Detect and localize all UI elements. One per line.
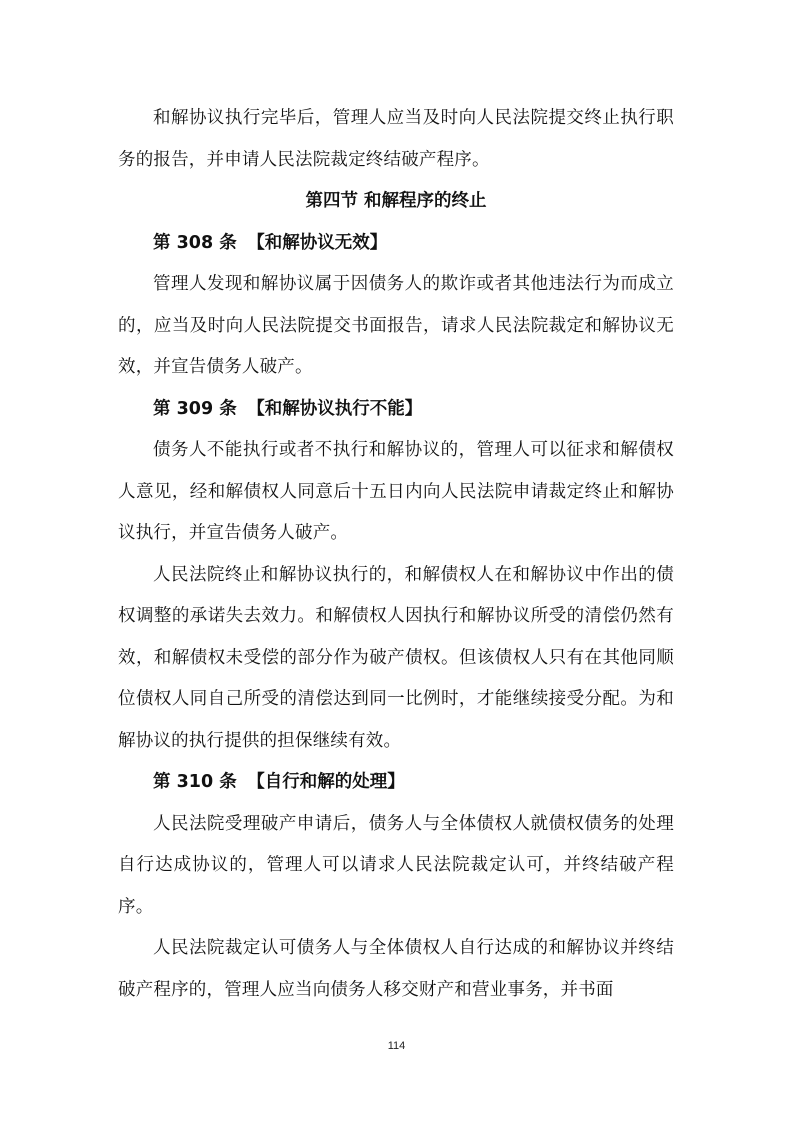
article-308	[118, 223, 674, 389]
paragraph: 和解协议执行完毕后，管理人应当及时向人民法院提交终止执行职务的报告，并申请人民法院裁定终结破产程序。	[118, 108, 674, 170]
paragraph: 债务人不能执行或者不执行和解协议的，管理人可以征求和解债权人意见，经和解债权人同意后十五日内向人民法院申请裁定终止和解协议执行，并宣告债务人破产。	[118, 440, 674, 543]
article-309	[118, 389, 674, 763]
paragraph: 人民法院裁定认可债务人与全体债权人自行达成的和解协议并终结破产程序的，管理人应当向债务人移交财产和营业事务，并书面	[118, 938, 674, 1000]
page-number: 114	[387, 1040, 406, 1052]
article-title: 【自行和解的处理】	[247, 772, 405, 792]
article-heading	[118, 389, 674, 431]
page-body	[118, 98, 674, 1011]
article-number: 第 309 条	[153, 398, 237, 419]
paragraph: 人民法院终止和解协议执行的，和解债权人在和解协议中作出的债权调整的承诺失去效力。和解债权人因执行和解协议所受的清偿仍然有效，和解债权未受偿的部分作为破产债权。但该债权人只有在其他同顺位债权人同自己所受的清偿达到同一比例时，才能继续接受分配。为和解协议的执行提供的担保继续有效。	[118, 564, 674, 751]
paragraph: 管理人发现和解协议属于因债务人的欺诈或者其他违法行为而成立的，应当及时向人民法院提交书面报告，请求人民法院裁定和解协议无效，并宣告债务人破产。	[118, 274, 674, 377]
article-title: 【和解协议执行不能】	[247, 398, 423, 419]
article-number: 第 308 条	[153, 232, 237, 253]
paragraph: 人民法院受理破产申请后，债务人与全体债权人就债权债务的处理自行达成协议的，管理人可以请求人民法院裁定认可，并终结破产程序。	[118, 813, 674, 917]
article-title: 【和解协议无效】	[247, 232, 388, 253]
article-number: 第 310 条	[153, 772, 237, 792]
article-heading	[118, 762, 674, 804]
section-title: 第四节 和解程序的终止	[305, 191, 487, 211]
article-310	[118, 762, 674, 1011]
article-heading	[118, 223, 674, 265]
